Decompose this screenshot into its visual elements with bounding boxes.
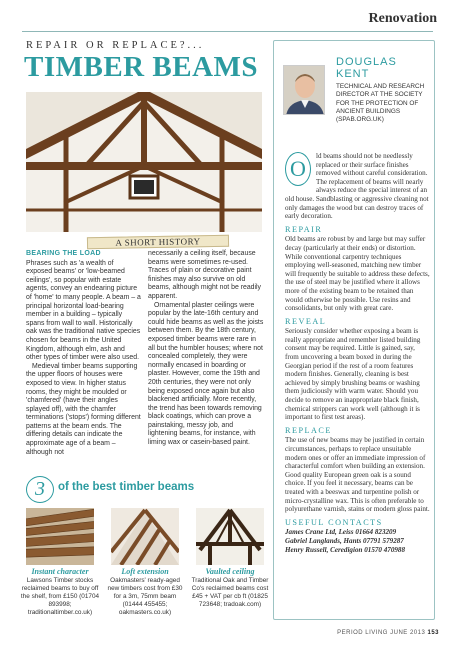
- history-heading: BEARING THE LOAD: [26, 250, 101, 257]
- best-item-title: Vaulted ceiling: [205, 567, 255, 576]
- author-name: [336, 56, 436, 80]
- best-of-number: 3: [26, 476, 54, 503]
- best-of-title: of the best timber beams: [58, 481, 195, 493]
- product-photo-instant-character: [26, 508, 94, 565]
- short-history-ribbon: A SHORT HISTORY: [87, 235, 229, 249]
- best-of-banner: [26, 476, 264, 503]
- hero-photo-timber-ceiling: [26, 92, 262, 232]
- best-item-text: Traditional Oak and Timber Co's reclaimed beams cost £45 + VAT per cb ft (01825 723648; tradoak.com): [191, 577, 269, 608]
- page-footer: [337, 630, 439, 636]
- contacts-heading: USEFUL CONTACTS: [285, 517, 383, 527]
- best-item-caption: [104, 568, 186, 617]
- dropcap: [285, 152, 313, 188]
- history-column-2: [148, 250, 264, 448]
- advice-heading-reveal: REVEAL: [285, 316, 327, 326]
- best-item-title: Loft extension: [121, 567, 169, 576]
- article-title: TIMBER BEAMS: [24, 51, 259, 83]
- footer-date: JUNE 2013: [390, 630, 426, 636]
- advice-heading-replace: REPLACE: [285, 425, 332, 435]
- article-kicker: REPAIR OR REPLACE?...: [26, 40, 205, 51]
- history-paragraph: Medieval timber beams supporting the upper floors of houses were exposed to view. In higher status rooms, they might be moulded or 'chamfered' (have their angles splayed off), with the chamfer terminations ('stops') forming different patterns at the beam ends. The differing details can indicate the approximate age of a beam – although not: [26, 362, 141, 456]
- footer-publication: PERIOD LIVING: [337, 630, 388, 636]
- section-tag: Renovation: [368, 11, 437, 26]
- history-paragraph: Ornamental plaster ceilings were popular by the late-16th century and could hide beams as well as the joists between them. By the 18th century, exposed timber beams were rare in all but the humbler houses; where not concealed completely, they were normally encased in boarding or plaster. However, come the 19th and 20th centuries, they were not only being exposed once again but also blackened artificially. More recently, the trend has been towards removing black coatings, which can prove a painstaking, messy job, and lightening beams, for instance, with liming wax or casein-based paint.: [148, 301, 264, 447]
- author-first-name: DOUGLAS: [336, 56, 397, 68]
- product-photo-loft-extension: [111, 508, 179, 565]
- advice-text-reveal: Seriously consider whether exposing a beam is really appropriate and remember listed building consent may be required. Little is gained, say, from uncovering a beam boxed in during the Georgian period if the rest of a room features modern finishes. Generally, cleaning is best achieved by simply brushing beams or washing them judiciously with warm water. Should you decide to remove an inappropriate black finish, chemical strippers can work well (although it is important to first test areas).: [285, 327, 421, 422]
- page-number: 153: [427, 630, 439, 636]
- best-item-caption: [189, 568, 271, 609]
- advice-text-repair: Old beams are robust by and large but may suffer decay (particularly at their ends) or distortion. While conventional carpentry techniques employing well-seasoned, matching new timber will frequently be suitable to address these defects, the use of steel may be justified where it allows more of the existing beam to be retained than would otherwise be possible. Use resins and consolidants, but only with great care.: [285, 235, 430, 313]
- best-item-text: Lawsons Timber stocks reclaimed beams to buy off the shelf, from £150 (01704 893998; traditionaltimber.co.uk): [20, 577, 100, 616]
- history-paragraph: Phrases such as 'a wealth of exposed beams' or 'low-beamed ceilings', so popular with estate agents, convey an endearing picture of 'home' to many people. A beam – a principal horizontal load-bearing member in a building – typically spans from wall to wall. Historically oak was the traditional native species chosen for beams in the United Kingdom, although elm, ash and other types of timber were also used.: [26, 259, 141, 362]
- author-role: TECHNICAL AND RESEARCH DIRECTOR AT THE SOCIETY FOR THE PROTECTION OF ANCIENT BUILDINGS (SPAB.ORG.UK): [336, 83, 425, 124]
- product-photo-vaulted-ceiling: [196, 508, 264, 565]
- contact-line: James Crane Ltd, Leiss 01664 823209: [285, 528, 397, 537]
- history-column-1: [26, 250, 141, 457]
- advice-text-replace: The use of new beams may be justified in certain circumstances, perhaps to replace unsuitable modern ones or offer an immediate impression of characterful comfort when building an extension. Good quality European green oak is a sound choice. If you feel it necessary, beams can be treated with a beeswax and turpentine polish or micro-crystalline wax. This is often preferable to polyurethane varnish, stains or modern gloss paint.: [285, 436, 430, 514]
- best-item-caption: [19, 568, 101, 617]
- author-last-name: KENT: [336, 68, 370, 80]
- contact-line: Gabriel Langlands, Hants 07791 579287: [285, 536, 404, 545]
- best-item-text: Oakmasters' ready-aged new timbers cost from £30 for a 3m, 75mm beam (01444 455455; oakmasters.co.uk): [107, 577, 183, 616]
- author-avatar: [283, 65, 325, 115]
- best-item-title: Instant character: [31, 567, 89, 576]
- top-rule: [22, 31, 433, 32]
- contact-line: Henry Russell, Ceredigion 01570 470988: [285, 545, 406, 554]
- history-paragraph: necessarily a ceiling itself, because beams were sometimes re-used. Traces of plain or decorative paint finishes may also survive on old beams, although might not be readily apparent.: [148, 250, 261, 300]
- advice-body: [285, 152, 430, 554]
- advice-heading-repair: REPAIR: [285, 224, 323, 234]
- advice-intro: ld beams should not be needlessly replaced or their surface finishes removed without careful consideration. The replacement of beams will nearly always reduce the special interest of an old house. Sandblasting or aggressive cleaning not only damages the wood but can destroy traces of early decoration.: [285, 152, 429, 221]
- dropcap-letter: O: [285, 152, 311, 186]
